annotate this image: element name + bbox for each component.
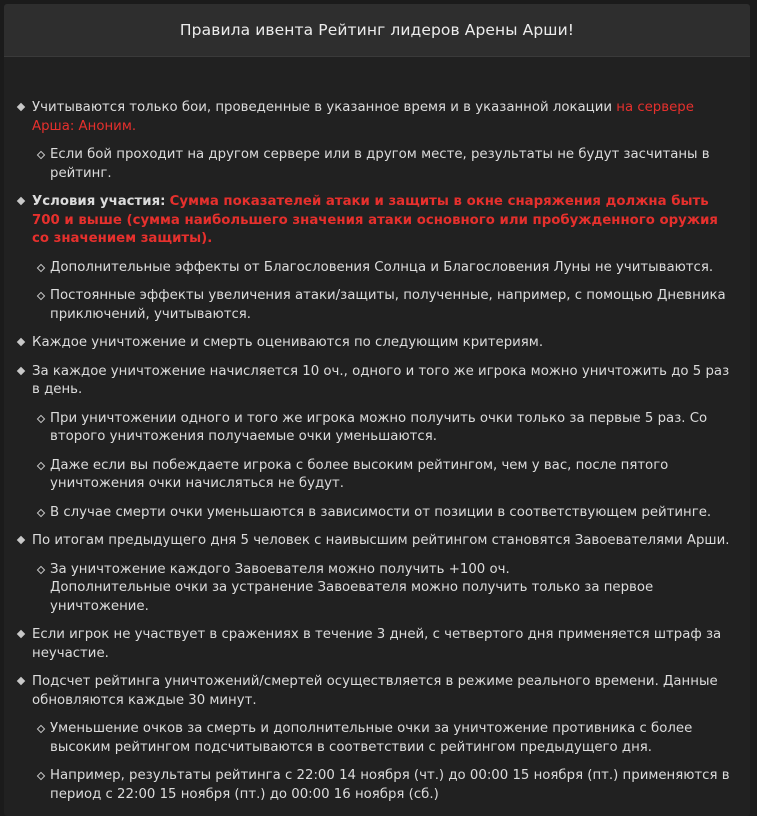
diamond-outline-icon bbox=[36, 259, 50, 277]
diamond-outline-icon bbox=[36, 410, 50, 428]
sub-rule-item bbox=[16, 410, 732, 447]
sub-rule-text: Если бой проходит на другом сервере или в другом месте, результаты не будут засчитаны в рейтинг. bbox=[50, 147, 710, 181]
sub-rule-item bbox=[16, 457, 732, 494]
diamond-outline-icon bbox=[36, 720, 50, 738]
sub-rule-text: В случае смерти очки уменьшаются в зависимости от позиции в соответствующем рейтинге. bbox=[50, 504, 712, 520]
rule-text: Подсчет рейтинга уничтожений/смертей осуществляется в режиме реального времени. Данные обновляются каждые 30 минут. bbox=[32, 674, 718, 708]
sub-rule-text: Дополнительные очки за устранение Завоевателя можно получить только за первое уничтожение. bbox=[50, 580, 654, 614]
diamond-outline-icon bbox=[36, 504, 50, 522]
diamond-filled-icon bbox=[16, 673, 32, 691]
sub-rule-item bbox=[16, 504, 732, 523]
sub-rule-item bbox=[16, 561, 732, 617]
diamond-outline-icon bbox=[36, 561, 50, 579]
rule-item bbox=[16, 673, 732, 710]
diamond-filled-icon bbox=[16, 532, 32, 550]
sub-rule-item bbox=[16, 259, 732, 278]
rule-text: За каждое уничтожение начисляется 10 оч., одного и того же игрока можно уничтожить до 5 раз в день. bbox=[32, 363, 730, 397]
sub-rule-item bbox=[16, 287, 732, 324]
sub-rule-item bbox=[16, 767, 732, 804]
rule-highlight: Сумма показателей атаки и защиты в окне снаряжения должна быть 700 и выше (сумма наибольшего значения атаки основного или пробужденного оружия со значением защиты). bbox=[32, 194, 718, 246]
rules-list bbox=[4, 57, 750, 804]
rule-item bbox=[16, 334, 732, 353]
rule-text: Учитываются только бои, проведенные в указанное время и в указанной локации bbox=[32, 100, 617, 115]
sub-rule-text: Даже если вы побеждаете игрока с более высоким рейтингом, чем у вас, после пятого уничтожения очки начисляться не будут. bbox=[50, 457, 669, 491]
diamond-filled-icon bbox=[16, 334, 32, 352]
rule-item bbox=[16, 193, 732, 249]
rule-item bbox=[16, 99, 732, 136]
rule-item bbox=[16, 363, 732, 400]
diamond-filled-icon bbox=[16, 363, 32, 381]
sub-rule-text: За уничтожение каждого Завоевателя можно получить +100 оч. bbox=[50, 561, 510, 577]
diamond-outline-icon bbox=[36, 287, 50, 305]
sub-rule-item bbox=[16, 720, 732, 757]
rule-text: По итогам предыдущего дня 5 человек с наивысшим рейтингом становятся Завоевателями Арши. bbox=[32, 533, 730, 548]
header-bar bbox=[4, 4, 750, 57]
diamond-outline-icon bbox=[36, 146, 50, 164]
page-title: Правила ивента Рейтинг лидеров Арены Арши! bbox=[179, 21, 575, 39]
rule-item bbox=[16, 626, 732, 663]
rule-label: Условия участия: bbox=[32, 194, 166, 209]
sub-rule-text: Например, результаты рейтинга с 22:00 14 ноября (чт.) до 00:00 15 ноября (пт.) применяются в период с 22:00 15 ноября (пт.) до 00:00 16 ноября (сб.) bbox=[50, 768, 730, 802]
diamond-outline-icon bbox=[36, 457, 50, 475]
diamond-filled-icon bbox=[16, 193, 32, 211]
rule-highlight: на сервере Арша: Аноним. bbox=[32, 100, 694, 134]
sub-rule-text: Дополнительные эффекты от Благословения Солнца и Благословения Луны не учитываются. bbox=[50, 259, 714, 275]
rule-item bbox=[16, 532, 732, 551]
sub-rule-text: При уничтожении одного и того же игрока можно получить очки только за первые 5 раз. Со второго уничтожения получаемые очки уменьшаются. bbox=[50, 410, 708, 444]
rules-window bbox=[4, 4, 750, 816]
diamond-filled-icon bbox=[16, 99, 32, 117]
diamond-outline-icon bbox=[36, 767, 50, 785]
sub-rule-item bbox=[16, 146, 732, 183]
sub-rule-text: Постоянные эффекты увеличения атаки/защиты, полученные, например, с помощью Дневника приключений, учитываются. bbox=[50, 288, 726, 322]
rule-text: Каждое уничтожение и смерть оцениваются по следующим критериям. bbox=[32, 335, 544, 350]
rule-text: Если игрок не участвует в сражениях в течение 3 дней, с четвертого дня применяется штраф за неучастие. bbox=[32, 627, 722, 661]
diamond-filled-icon bbox=[16, 626, 32, 644]
sub-rule-text: Уменьшение очков за смерть и дополнительные очки за уничтожение противника с более высоким рейтингом подсчитываются в соответствии с рейтингом предыдущего дня. bbox=[50, 721, 693, 755]
